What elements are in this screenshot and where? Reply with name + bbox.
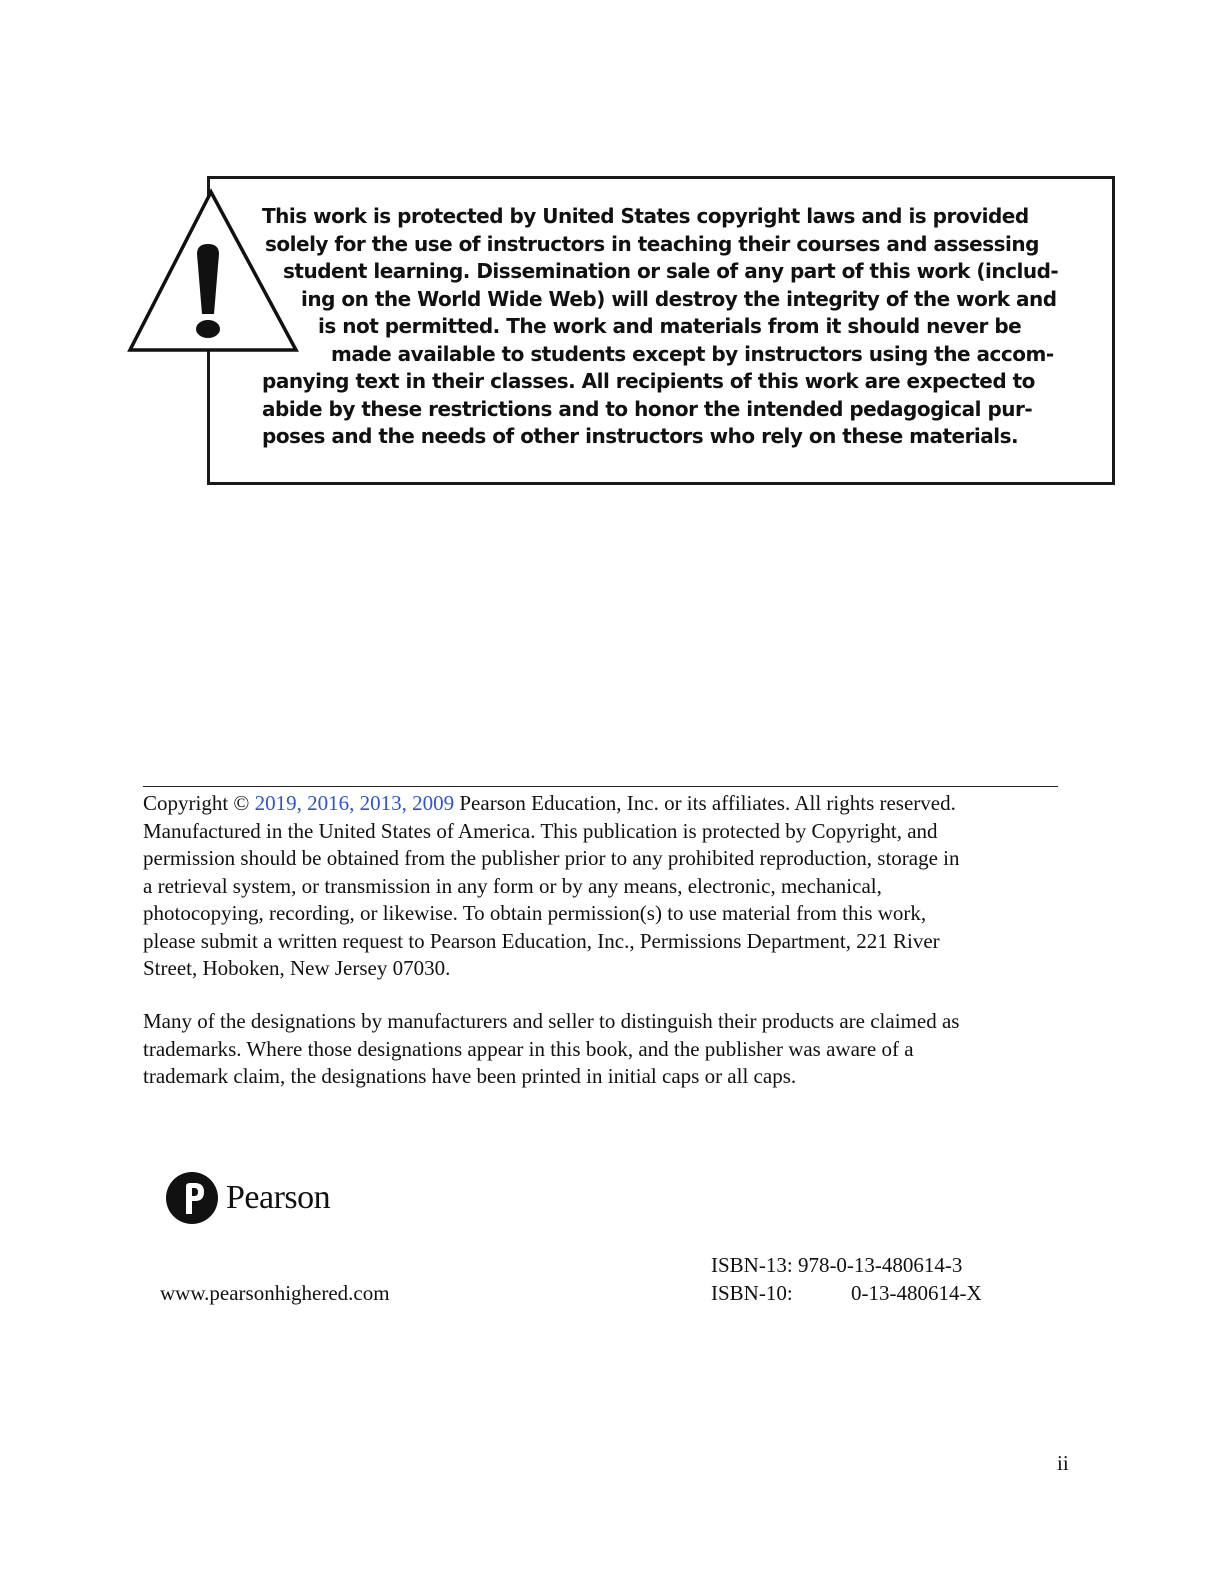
notice-line: abide by these restrictions and to honor the intended pedagogical pur- — [262, 397, 1033, 421]
copyright-paragraph — [143, 790, 1083, 983]
isbn10-row — [711, 1280, 982, 1308]
notice-line: is not permitted. The work and materials from it should never be — [318, 314, 1022, 338]
copyright-line: photocopying, recording, or likewise. To obtain permission(s) to use material from this work, — [143, 901, 927, 925]
trademark-paragraph — [143, 1008, 1083, 1091]
isbn13-value: 978-0-13-480614-3 — [797, 1253, 963, 1277]
notice-line: student learning. Dissemination or sale of any part of this work (includ- — [283, 259, 1059, 283]
copyright-line: Manufactured in the United States of America. This publication is protected by Copyright, and — [143, 818, 938, 843]
notice-line: ing on the World Wide Web) will destroy the integrity of the work and — [301, 287, 1057, 311]
trademark-line: trademark claim, the designations have been printed in initial caps or all caps. — [143, 1064, 797, 1088]
pearson-wordmark: Pearson — [226, 1179, 331, 1216]
notice-line: This work is protected by United States copyright laws and is provided — [262, 204, 1029, 228]
pearson-logo — [166, 1170, 330, 1226]
copyright-line: permission should be obtained from the publisher prior to any prohibited reproduction, storage in — [143, 846, 960, 870]
copyright-line — [143, 790, 1083, 818]
copyright-line: Street, Hoboken, New Jersey 07030. — [143, 956, 451, 980]
pearson-logo-icon — [166, 1172, 218, 1224]
copyright-line-rest: Pearson Education, Inc. or its affiliates. All rights reserved. — [454, 791, 956, 815]
page-number: ii — [1057, 1451, 1069, 1475]
notice-line: panying text in their classes. All recipients of this work are expected to — [262, 369, 1035, 393]
copyright-prefix: Copyright © — [143, 791, 255, 815]
notice-line: made available to students except by instructors using the accom- — [331, 342, 1054, 366]
trademark-line: Many of the designations by manufacturers and seller to distinguish their products are claimed as — [143, 1009, 960, 1033]
isbn13-label: ISBN-13: — [711, 1253, 793, 1277]
notice-line: solely for the use of instructors in teaching their courses and assessing — [265, 232, 1039, 256]
trademark-line: trademarks. Where those designations appear in this book, and the publisher was aware of a — [143, 1036, 914, 1061]
isbn10-label: ISBN-10: — [711, 1281, 793, 1305]
copyright-years-link[interactable]: 2019, 2016, 2013, 2009 — [254, 791, 455, 815]
isbn13-row — [711, 1252, 962, 1280]
notice-line: poses and the needs of other instructors who rely on these materials. — [262, 424, 1019, 448]
copyright-line: a retrieval system, or transmission in any form or by any means, electronic, mechanical, — [143, 873, 882, 898]
website-link[interactable]: www.pearsonhighered.com — [160, 1281, 390, 1305]
section-divider — [143, 786, 1058, 787]
isbn10-value: 0-13-480614-X — [851, 1281, 982, 1305]
copyright-line: please submit a written request to Pearson Education, Inc., Permissions Department, 221 River — [143, 928, 940, 953]
